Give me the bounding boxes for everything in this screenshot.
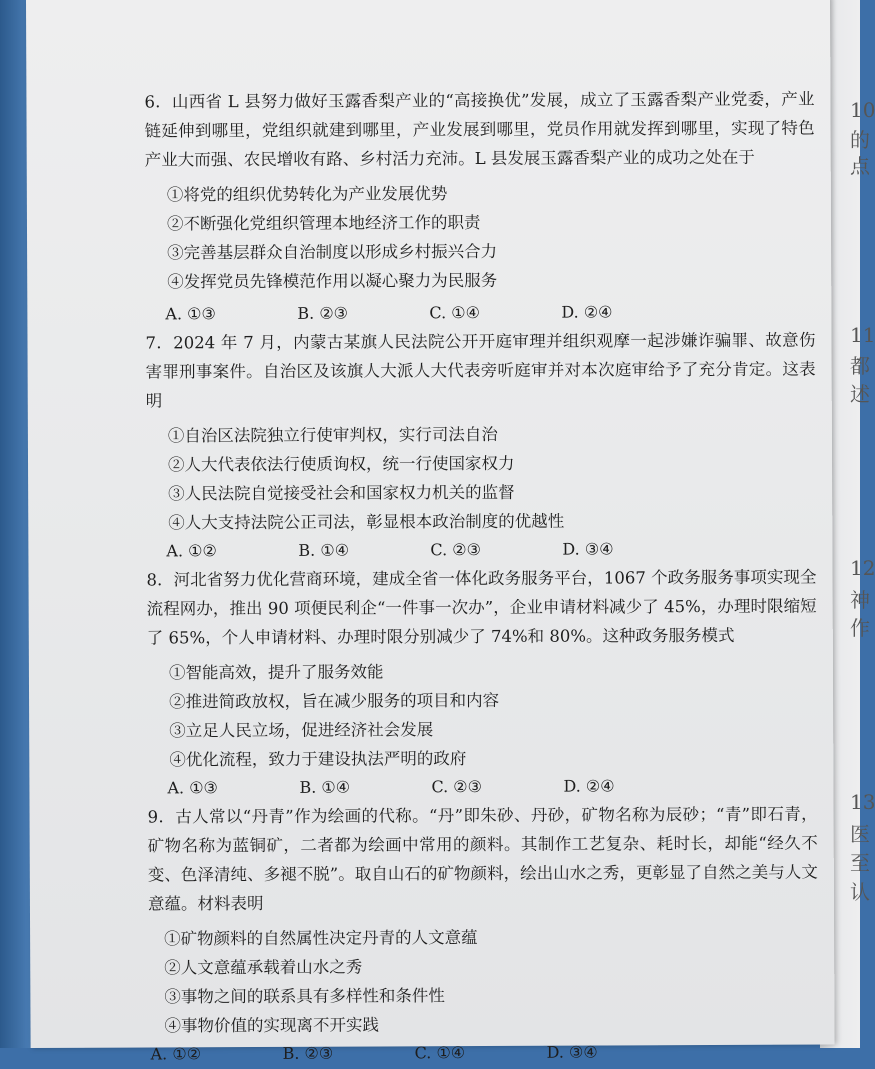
peek-text: 的 xyxy=(850,128,870,152)
statement-item: ②不断强化党组织管理本地经济工作的职责 xyxy=(166,213,481,234)
statement-item: ③完善基层群众自治制度以形成乡村振兴合力 xyxy=(167,241,498,263)
statement-item: ②人大代表依法行使质询权，统一行使国家权力 xyxy=(167,453,515,475)
statement-item: ①智能高效，提升了服务效能 xyxy=(168,662,384,683)
peek-text: 11 xyxy=(850,323,875,347)
statement-item: ②人文意蕴承载着山水之秀 xyxy=(164,957,363,978)
question-6 xyxy=(144,85,815,329)
option-a: A. ①② xyxy=(150,1044,202,1064)
peek-text: 作 xyxy=(850,616,870,640)
peek-text: 点 xyxy=(850,154,870,178)
answer-options xyxy=(149,1038,819,1069)
answer-options xyxy=(146,535,816,566)
statement-list xyxy=(148,922,818,1041)
desk-background xyxy=(0,0,30,1048)
option-b: B. ①④ xyxy=(299,777,351,797)
statement-item: ④事物价值的实现离不开实践 xyxy=(164,1015,380,1036)
question-stem: 8．河北省努力优化营商环境，建成全省一体化政务服务平台，1067 个政务服务事项实现全流程网办，推出 90 项便民利企“一件事一次办”，企业申请材料减少了 45%，办理时限缩短了 65%，个人申请材料、办理时限分别减少了 74%和 80%。这种政务服务模式 xyxy=(146,567,817,648)
question-stem: 6．山西省 L 县努力做好玉露香梨产业的“高接换优”发展，成立了玉露香梨产业党委，产业链延伸到哪里，党组织就建到哪里，产业发展到哪里，党员作用就发挥到哪里，实现了特色产业大而强、农民增收有路、乡村活力充沛。L 县发展玉露香梨产业的成功之处在于 xyxy=(144,89,815,170)
option-a: A. ①③ xyxy=(165,304,216,324)
answer-options xyxy=(145,298,815,329)
peek-text: 述 xyxy=(850,382,870,406)
option-d: D. ②④ xyxy=(561,302,613,322)
answer-options xyxy=(147,772,817,803)
statement-item: ③立足人民立场，促进经济社会发展 xyxy=(169,720,434,741)
question-9 xyxy=(148,800,819,1069)
question-stem: 7．2024 年 7 月，内蒙古某旗人民法院公开开庭审理并组织观摩一起涉嫌诈骗罪、故意伤害罪刑事案件。自治区及该旗人大派人大代表旁听庭审并对本次庭审给予了充分肯定。这表明 xyxy=(145,330,816,411)
statement-item: ①矿物颜料的自然属性决定丹青的人文意蕴 xyxy=(164,928,478,949)
option-a: A. ①③ xyxy=(167,778,218,798)
question-stem: 9．古人常以“丹青”作为绘画的代称。“丹”即朱砂、丹砂，矿物名称为辰砂；“青”即石青，矿物名称为蓝铜矿，二者都为绘画中常用的颜料。其制作工艺复杂、耗时长，却能“经久不变、色泽清纯、多褪不脱”。取自山石的矿物颜料，绘出山水之秀，更彰显了自然之美与人文意蕴。材料表明 xyxy=(147,804,818,914)
peek-text: 13 xyxy=(850,790,875,814)
option-c: C. ②③ xyxy=(430,540,481,560)
peek-text: 10 xyxy=(850,98,875,122)
question-7 xyxy=(145,326,816,566)
statement-item: ③人民法院自觉接受社会和国家权力机关的监督 xyxy=(168,482,515,504)
peek-text: 12 xyxy=(850,556,875,580)
option-a: A. ①② xyxy=(166,541,217,561)
peek-text: 都 xyxy=(850,354,870,378)
option-b: B. ②③ xyxy=(282,1043,334,1063)
question-list xyxy=(144,85,818,1069)
statement-item: ④人大支持法院公正司法，彰显根本政治制度的优越性 xyxy=(168,511,565,533)
question-8 xyxy=(146,563,817,803)
statement-item: ②推进简政放权，旨在减少服务的项目和内容 xyxy=(169,690,500,712)
option-d: D. ③④ xyxy=(546,1042,598,1062)
option-d: D. ②④ xyxy=(563,776,615,796)
option-c: C. ①④ xyxy=(414,1043,466,1063)
peek-text: 神 xyxy=(850,588,870,612)
statement-item: ④发挥党员先锋模范作用以凝心聚力为民服务 xyxy=(167,270,498,292)
statement-list xyxy=(145,178,815,297)
statement-item: ③事物之间的联系具有多样性和条件性 xyxy=(164,986,445,1007)
exam-paper xyxy=(26,0,835,1064)
statement-item: ④优化流程，致力于建设执法严明的政府 xyxy=(169,749,467,770)
peek-text: 认 xyxy=(850,880,870,904)
option-b: B. ①④ xyxy=(298,540,350,560)
statement-list xyxy=(146,419,816,538)
option-c: C. ②③ xyxy=(431,777,483,797)
option-c: C. ①④ xyxy=(429,303,480,323)
option-b: B. ②③ xyxy=(297,303,349,323)
statement-item: ①将党的组织优势转化为产业发展优势 xyxy=(166,184,448,205)
peek-text: 至 xyxy=(850,851,870,875)
option-d: D. ③④ xyxy=(562,539,614,559)
statement-list xyxy=(147,656,817,775)
statement-item: ①自治区法院独立行使审判权，实行司法自治 xyxy=(167,424,498,446)
peek-text: 医 xyxy=(850,822,870,846)
